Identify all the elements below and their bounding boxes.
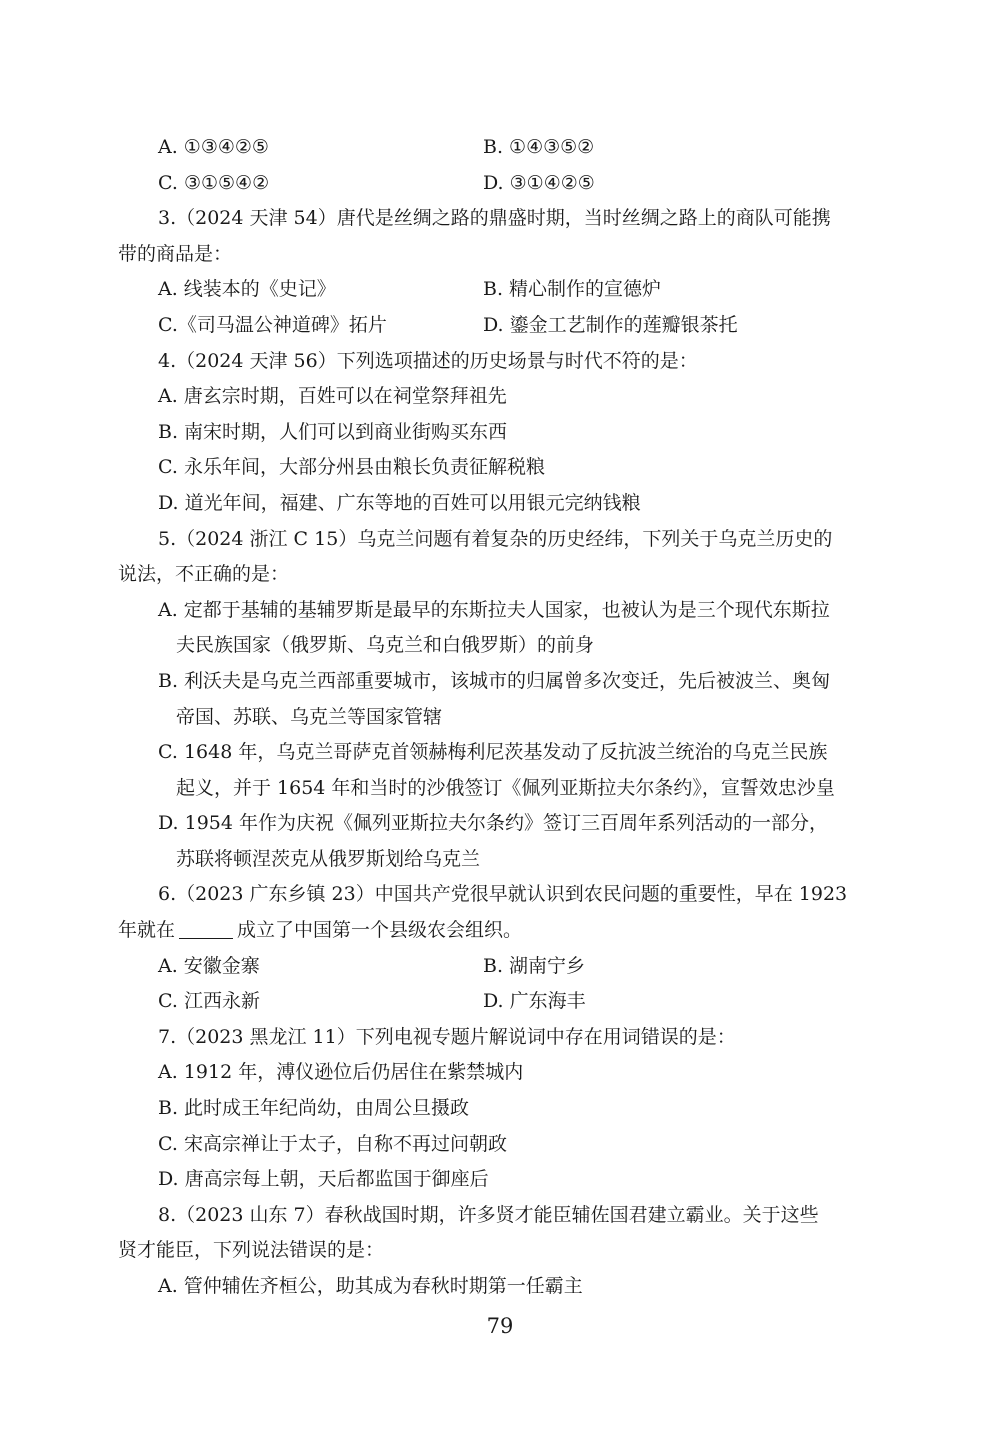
q7-option-b[interactable]: B. 此时成王年纪尚幼，由周公旦摄政	[158, 1097, 470, 1120]
q5-option-a-continued: 夫民族国家（俄罗斯、乌克兰和白俄罗斯）的前身	[176, 634, 595, 657]
q2-options-row2	[118, 166, 860, 202]
q4-option-b[interactable]: B. 南宋时期，人们可以到商业街购买东西	[158, 420, 508, 443]
q5-option-a[interactable]: A. 定都于基辅的基辅罗斯是最早的东斯拉夫人国家，也被认为是三个现代东斯拉	[158, 598, 830, 621]
page-number: 79	[486, 1314, 514, 1338]
q5-option-d-continued: 苏联将顿涅茨克从俄罗斯划给乌克兰	[176, 847, 481, 870]
q8-stem-line1: 8.（2023 山东 7）春秋战国时期，许多贤才能臣辅佐国君建立霸业。关于这些	[158, 1203, 819, 1226]
q5-stem-line2: 说法，不正确的是：	[118, 563, 290, 586]
q2-option-c[interactable]: C. ③①⑤④②	[158, 171, 270, 194]
q3-option-c[interactable]: C.《司马温公神道碑》拓片	[158, 313, 387, 336]
q3-stem-line2: 带的商品是：	[118, 242, 233, 265]
q2-option-d[interactable]: D. ③①④②⑤	[483, 171, 595, 194]
q3-stem-line1: 3.（2024 天津 54）唐代是丝绸之路的鼎盛时期，当时丝绸之路上的商队可能携	[158, 207, 831, 230]
q7-option-c[interactable]: C. 宋高宗禅让于太子，自称不再过问朝政	[158, 1132, 507, 1155]
q6-stem-line1: 6.（2023 广东乡镇 23）中国共产党很早就认识到农民问题的重要性，早在 1923	[158, 883, 848, 906]
q6-option-c[interactable]: C. 江西永新	[158, 990, 260, 1013]
q6-option-b[interactable]: B. 湖南宁乡	[483, 954, 586, 977]
q4-option-c[interactable]: C. 永乐年间，大部分州县由粮长负责征解税粮	[158, 456, 545, 479]
q3-options-row2	[118, 308, 860, 344]
q6-stem-post: 成立了中国第一个县级农会组织。	[237, 919, 523, 942]
q3-option-d[interactable]: D. 鎏金工艺制作的莲瓣银茶托	[483, 313, 738, 336]
q3-option-a[interactable]: A. 线装本的《史记》	[158, 278, 336, 301]
q7-option-d[interactable]: D. 唐高宗每上朝，天后都监国于御座后	[158, 1168, 489, 1191]
q6-option-a[interactable]: A. 安徽金寨	[158, 954, 260, 977]
q4-stem: 4.（2024 天津 56）下列选项描述的历史场景与时代不符的是：	[158, 349, 698, 372]
q5-option-c[interactable]: C. 1648 年，乌克兰哥萨克首领赫梅利尼茨基发动了反抗波兰统治的乌克兰民族	[158, 741, 828, 764]
q6-option-d[interactable]: D. 广东海丰	[483, 990, 586, 1013]
q8-stem-line2: 贤才能臣，下列说法错误的是：	[118, 1239, 385, 1262]
q4-option-d[interactable]: D. 道光年间，福建、广东等地的百姓可以用银元完纳钱粮	[158, 491, 641, 514]
q3-option-b[interactable]: B. 精心制作的宣德炉	[483, 278, 662, 301]
q7-stem: 7.（2023 黑龙江 11）下列电视专题片解说词中存在用词错误的是：	[158, 1025, 736, 1048]
q2-option-b[interactable]: B. ①④③⑤②	[483, 136, 595, 158]
q2-options-row1	[118, 130, 860, 166]
q7-option-a[interactable]: A. 1912 年，溥仪逊位后仍居住在紫禁城内	[158, 1061, 524, 1084]
q5-option-c-continued: 起义，并于 1654 年和当时的沙俄签订《佩列亚斯拉夫尔条约》，宣誓效忠沙皇	[176, 776, 835, 799]
q6-options-row1	[118, 949, 860, 985]
q5-option-b-continued: 帝国、苏联、乌克兰等国家管辖	[176, 705, 443, 728]
q5-option-b[interactable]: B. 利沃夫是乌克兰西部重要城市，该城市的归属曾多次变迁，先后被波兰、奥匈	[158, 669, 831, 692]
q8-option-a[interactable]: A. 管仲辅佐齐桓公，助其成为春秋时期第一任霸主	[158, 1275, 583, 1297]
q5-stem-line1: 5.（2024 浙江 C 15）乌克兰问题有着复杂的历史经纬，下列关于乌克兰历史的	[158, 527, 833, 550]
q6-stem-pre: 年就在	[118, 919, 176, 942]
q6-options-row2	[118, 984, 860, 1020]
q2-option-a[interactable]: A. ①③④②⑤	[158, 136, 269, 158]
q4-option-a[interactable]: A. 唐玄宗时期，百姓可以在祠堂祭拜祖先	[158, 385, 507, 408]
q5-option-d[interactable]: D. 1954 年作为庆祝《佩列亚斯拉夫尔条约》签订三百周年系列活动的一部分，	[158, 812, 829, 835]
q6-stem-line2	[118, 913, 860, 949]
page-body	[118, 130, 860, 1305]
q3-options-row1	[118, 272, 860, 308]
q6-answer-blank[interactable]	[179, 918, 233, 939]
